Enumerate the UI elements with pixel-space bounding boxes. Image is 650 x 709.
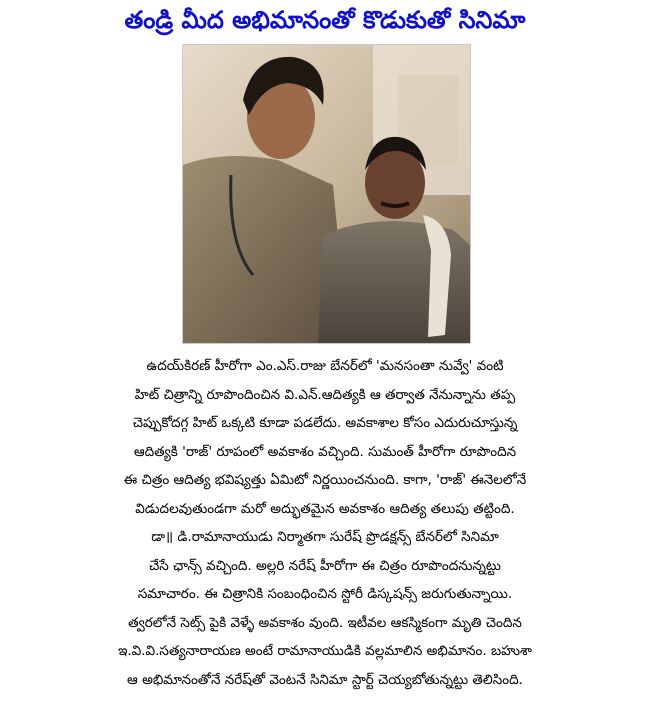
article-line: విడుదలవుతుండగా మరో అద్భుతమైన అవకాశం ఆదిత్య తలుపు తట్టింది. — [135, 500, 515, 517]
article-line: ఈ చిత్రం ఆదిత్య భవిష్యత్తు ఏమిటో నిర్ణయించనుంది. కాగా, 'రాజ్' ఈనెలలోనే — [123, 472, 527, 488]
article-line: డా॥ డి.రామానాయుడు నిర్మాతగా సురేష్ ప్రొడక్షన్స్ బేనర్‌లో సినిమా — [151, 529, 499, 545]
movie-still-photo — [182, 44, 471, 344]
article-line: చేసే ఛాన్స్ వచ్చింది. అల్లరి నరేష్ హీరోగా ఈ చిత్రం రూపొందనున్నట్టు — [149, 557, 501, 574]
article-line: ఆదిత్యకి 'రాజ్' రూపంలో అవకాశం వచ్చింది. సుమంత్ హీరోగా రూపొందిన — [133, 443, 517, 460]
article-line: చెప్పుకోదగ్గ హిట్ ఒక్కటి కూడా పడలేదు. అవకాశాల కోసం ఎదురుచూస్తున్న — [132, 415, 518, 431]
article-line: త్వరలోనే సెట్స్ పైకి వెళ్ళే అవకాశం వుంది. ఇటీవల ఆకస్మికంగా మృతి చెందిన — [128, 614, 522, 631]
article-body — [30, 352, 620, 694]
headline: తండ్రి మీద అభిమానంతో కొడుకుతో సినిమా — [124, 6, 526, 34]
article-line: హిట్ చిత్రాన్ని రూపొందించిన వి.ఎన్.ఆదిత్యకి ఆ తర్వాత నేనున్నాను తప్ప — [134, 386, 516, 403]
movie-still-photo-icon — [183, 45, 470, 343]
article-line: ఇ.వి.వి.సత్యనారాయణ అంటే రామానాయుడికి వల్లమాలిన అభిమానం. బహుశా — [118, 643, 532, 659]
article-line: ఆ అభిమానంతోనే నరేష్‌తో వెంటనే సినిమా స్టార్ట్ చెయ్యబోతున్నట్టు తెలిసింది. — [127, 671, 523, 688]
article-line: సమాచారం. ఈ చిత్రానికి సంబంధించిన స్టోరీ డిస్కషన్స్ జరుగుతున్నాయి. — [137, 586, 513, 602]
article-line: ఉదయ్‌కిరణ్ హీరోగా ఎం.ఎస్.రాజు బేనర్‌లో 'మనసంతా నువ్వే' వంటి — [146, 358, 504, 374]
